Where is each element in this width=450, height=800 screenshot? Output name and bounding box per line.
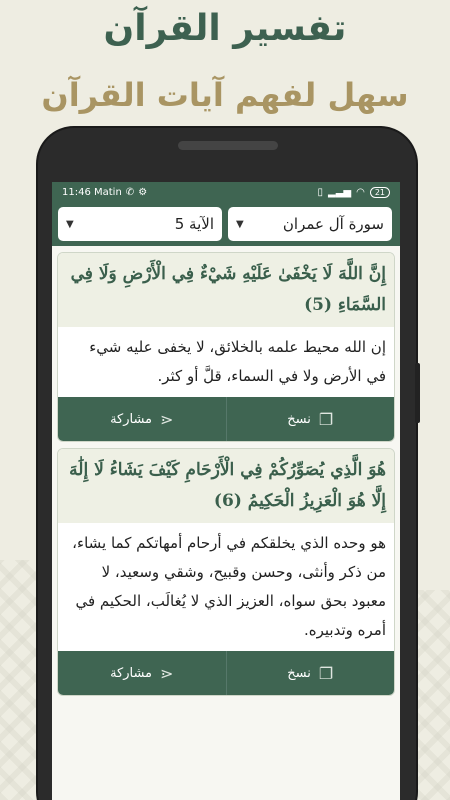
ayah-text: هُوَ الَّذِي يُصَوِّرُكُمْ فِي الْأَرْحَامِ كَيْفَ يَشَاءُ لَا إِلَٰهَ إِلَّا هُوَ الْعَزِيزُ الْحَكِيمُ (6)	[58, 449, 394, 523]
card-actions	[58, 397, 394, 441]
ayah-card	[57, 448, 395, 696]
battery-icon: 21	[370, 187, 390, 198]
share-button[interactable]	[58, 397, 226, 441]
ayah-select[interactable]	[58, 207, 222, 241]
copy-button[interactable]	[226, 397, 395, 441]
chevron-down-icon: ▼	[236, 218, 244, 230]
status-time: 11:46 Matin	[62, 186, 122, 198]
card-actions	[58, 651, 394, 695]
surah-select-value: سورة آل عمران	[282, 215, 384, 233]
copy-icon: ❐	[318, 409, 334, 429]
settings-icon: ⚙	[138, 186, 148, 198]
ayah-card	[57, 252, 395, 442]
app-screen	[52, 182, 400, 800]
surah-select[interactable]	[228, 207, 392, 241]
chevron-down-icon: ▼	[66, 218, 74, 230]
copy-label: نسخ	[287, 665, 311, 681]
phone-side-button	[415, 363, 420, 423]
phone-speaker	[178, 141, 278, 150]
status-bar	[52, 182, 400, 202]
promo-subtitle: سهل لفهم آيات القرآن	[41, 76, 409, 114]
vibrate-icon: ▯	[317, 186, 323, 198]
share-label: مشاركة	[110, 411, 153, 427]
share-label: مشاركة	[110, 665, 153, 681]
copy-label: نسخ	[287, 411, 311, 427]
ayah-select-value: الآية 5	[174, 215, 214, 233]
tafsir-text: هو وحده الذي يخلقكم في أرحام أمهاتكم كما يشاء، من ذكر وأنثى، وحسن وقبيح، وشقي وسعيد، لا معبود بحق سواه، العزيز الذي لا يُغالَب، الحكيم في أمره وتدبيره.	[58, 523, 394, 651]
copy-icon: ❐	[318, 663, 334, 683]
share-icon: ⋖	[160, 663, 174, 683]
signal-icon: ▂▃▅	[328, 186, 352, 198]
selector-bar	[52, 202, 400, 246]
ayah-text: إِنَّ اللَّهَ لَا يَخْفَىٰ عَلَيْهِ شَيْءٌ فِي الْأَرْضِ وَلَا فِي السَّمَاءِ (5)	[58, 253, 394, 327]
tafsir-text: إن الله محيط علمه بالخلائق، لا يخفى عليه شيء في الأرض ولا في السماء، قلَّ أو كثر.	[58, 327, 394, 397]
share-button[interactable]	[58, 651, 226, 695]
wifi-icon: ◠	[356, 186, 365, 198]
copy-button[interactable]	[226, 651, 395, 695]
whatsapp-icon: ✆	[125, 186, 135, 198]
share-icon: ⋖	[160, 409, 174, 429]
phone-frame	[38, 128, 416, 800]
promo-title: تفسير القرآن	[103, 8, 347, 49]
